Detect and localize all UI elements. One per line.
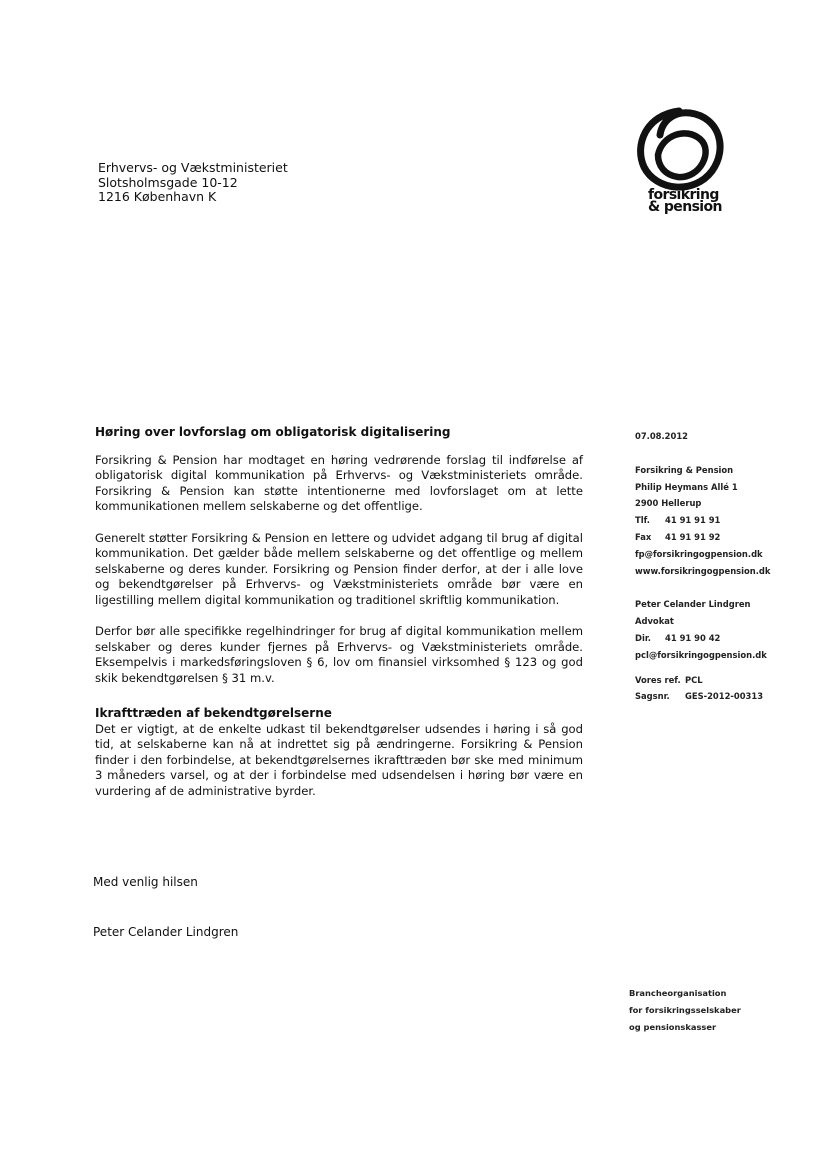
paragraph-3: Derfor bør alle specifikke regelhindringer for brug af digital kommunikation mellem selskaber og deres kunder fjernes på Erhvervs- og Vækstministeriets område. Eksempelvis i markedsføringsloven § 6, lov om finansiel virksomhed § 123 og god skik bekendtgørelsen § 31 m.v. xyxy=(95,624,583,685)
case-number xyxy=(635,688,770,705)
recipient-address xyxy=(98,161,288,205)
section-heading: Ikrafttræden af bekendtgørelserne xyxy=(95,706,332,720)
contact-email: pcl@forsikringogpension.dk xyxy=(635,649,767,660)
reference-value: PCL xyxy=(685,674,703,685)
org-phone xyxy=(635,512,770,529)
recipient-city: 1216 København K xyxy=(98,189,217,204)
case-label: Sagsnr. xyxy=(635,691,670,702)
footer-line-1: Brancheorganisation xyxy=(629,988,727,998)
closing-salutation: Med venlig hilsen xyxy=(93,875,198,889)
letter-date: 07.08.2012 xyxy=(635,431,688,441)
reference-label: Vores ref. xyxy=(635,674,681,685)
paragraph-4: Det er vigtigt, at de enkelte udkast til bekendtgørelser udsendes i høring i så god tid, at selskaberne kan nå at indrettet sig på ændringerne. Forsikring & Pension finder i den forbindelse, at bekendtgørelsernes ikrafttræden bør ske med minimum 3 måneders varsel, og at der i forbindelse med udsendelsen i høring bør være en vurdering af de administrative byrder. xyxy=(95,721,583,798)
contact-name: Peter Celander Lindgren xyxy=(635,599,751,610)
paragraph-2: Generelt støtter Forsikring & Pension en lettere og udvidet adgang til brug af digital kommunikation. Det gælder både mellem selskaberne og det offentlige og mellem selskaberne og deres kunder. Forsikring og Pension finder derfor, at der i alle love og bekendtgørelser på Erhvervs- og Vækstministeriets område bør være en ligestilling mellem digital kommunikation og traditionel skriftlig kommunikation. xyxy=(95,530,583,607)
logo-swirl-icon xyxy=(624,105,734,203)
our-reference xyxy=(635,672,770,689)
org-email: fp@forsikringogpension.dk xyxy=(635,548,763,559)
logo-wordmark xyxy=(648,189,722,213)
fax-label: Fax xyxy=(635,531,652,542)
org-city: 2900 Hellerup xyxy=(635,498,702,509)
recipient-name: Erhvervs- og Vækstministeriet xyxy=(98,160,288,175)
signature-name: Peter Celander Lindgren xyxy=(93,925,239,939)
letter-subject: Høring over lovforslag om obligatorisk digitalisering xyxy=(95,425,451,439)
org-name: Forsikring & Pension xyxy=(635,464,734,475)
footer-line-2: for forsikringsselskaber xyxy=(629,1005,741,1015)
logo-line-2: & pension xyxy=(648,199,722,215)
letter-body xyxy=(95,425,583,799)
phone-value: 41 91 91 91 xyxy=(665,515,721,526)
recipient-street: Slotsholmsgade 10-12 xyxy=(98,174,238,190)
phone-label: Tlf. xyxy=(635,515,650,526)
contact-title: Advokat xyxy=(635,616,674,627)
org-website: www.forsikringogpension.dk xyxy=(635,565,771,576)
contact-direct xyxy=(635,630,770,647)
paragraph-1: Forsikring & Pension har modtaget en høring vedrørende forslag til indførelse af obligatorisk digital kommunikation på Erhvervs- og Vækstministeriets område. Forsikring & Pension kan støtte intentionerne med lovforslaget om at lette kommunikationen mellem selskaberne og det offentlige. xyxy=(95,452,583,513)
logo-line-1: forsikring xyxy=(648,187,719,203)
company-logo xyxy=(612,105,747,230)
case-value: GES-2012-00313 xyxy=(685,691,764,702)
org-street: Philip Heymans Allé 1 xyxy=(635,481,738,492)
footer-line-3: og pensionskasser xyxy=(629,1022,717,1032)
direct-value: 41 91 90 42 xyxy=(665,632,721,643)
org-fax xyxy=(635,529,770,546)
direct-label: Dir. xyxy=(635,632,651,643)
footer-tagline xyxy=(629,985,741,1036)
fax-value: 41 91 91 92 xyxy=(665,531,721,542)
sender-sidebar xyxy=(635,428,770,705)
